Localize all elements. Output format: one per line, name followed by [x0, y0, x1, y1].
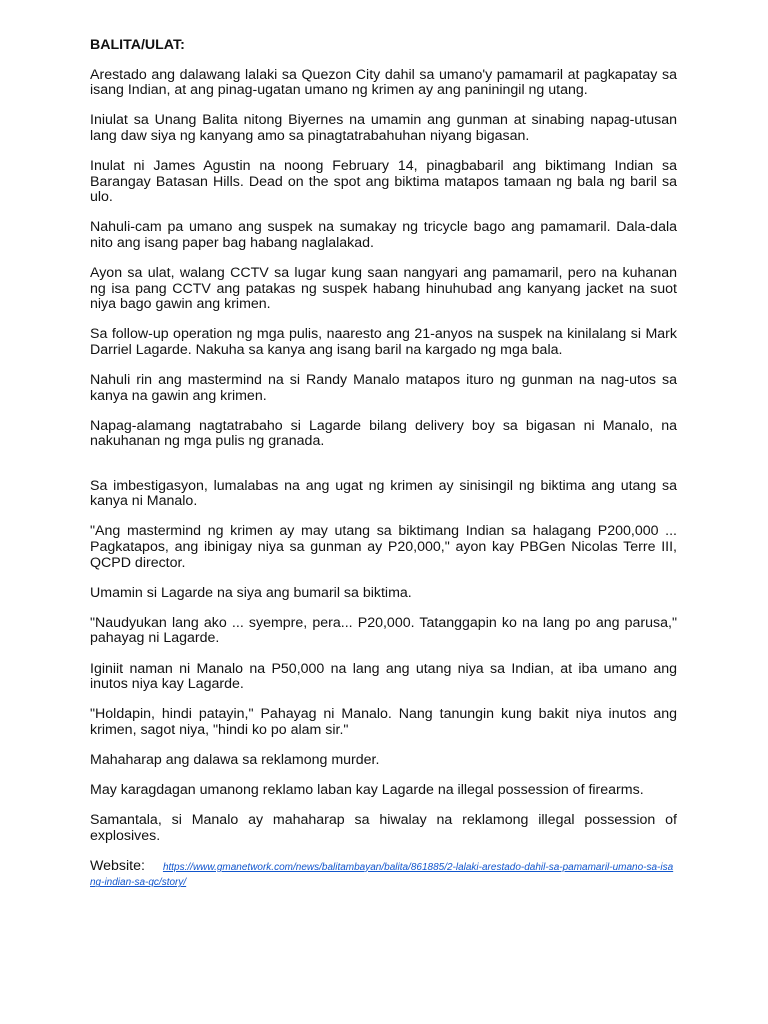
document-heading: BALITA/ULAT:: [90, 37, 185, 53]
paragraph-16: May karagdagan umanong reklamo laban kay Lagarde na illegal possession of firearms.: [90, 782, 644, 798]
website-label: Website:: [90, 857, 145, 874]
paragraph-13: Iginiit naman ni Manalo na P50,000 na lang ang utang niya sa Indian, at iba umano ang inutos niya kay Lagarde.: [90, 660, 677, 693]
paragraph-11: Umamin si Lagarde na siya ang bumaril sa biktima.: [90, 584, 412, 601]
paragraph-1: Arestado ang dalawang lalaki sa Quezon City dahil sa umano'y pamamaril at pagkapatay sa isang Indian, at ang pinag-ugatan umano ng krimen ay ang paniningil ng utang.: [90, 66, 677, 99]
paragraph-14: "Holdapin, hindi patayin," Pahayag ni Manalo. Nang tanungin kung bakit niya inutos ang krimen, sagot niya, "hindi ko po alam sir.": [90, 706, 677, 738]
document-page: [90, 38, 677, 890]
paragraph-12: "Naudyukan lang ako ... syempre, pera... P20,000. Tatanggapin ko na lang po ang parusa," pahayag ni Lagarde.: [90, 614, 677, 647]
paragraph-17: Samantala, si Manalo ay mahaharap sa hiwalay na reklamong illegal possession of explosives.: [90, 812, 677, 844]
paragraph-6: Sa follow-up operation ng mga pulis, naaresto ang 21-anyos na suspek na kinilalang si Mark Darriel Lagarde. Nakuha sa kanya ang isang baril na kargado ng mga bala.: [90, 326, 677, 358]
paragraph-4: Nahuli-cam pa umano ang suspek na sumakay ng tricycle bago ang pamamaril. Dala-dala nito ang isang paper bag habang naglalakad.: [90, 219, 677, 251]
paragraph-7: Nahuli rin ang mastermind na si Randy Manalo matapos ituro ng gunman na nag-utos sa kanya na gawin ang krimen.: [90, 371, 677, 404]
paragraph-15: Mahaharap ang dalawa sa reklamong murder.: [90, 751, 380, 768]
paragraph-3: Inulat ni James Agustin na noong February 14, pinagbabaril ang biktimang Indian sa Barangay Batasan Hills. Dead on the spot ang biktima matapos tamaan ng bala ng baril sa ulo.: [90, 157, 677, 206]
website-source: [90, 859, 677, 890]
website-link[interactable]: https://www.gmanetwork.com/news/balitambayan/balita/861885/2-lalaki-arestado-dahil-sa-pamamaril-umano-sa-isang-indian-sa-qc/story/: [90, 861, 674, 889]
paragraph-9: Sa imbestigasyon, lumalabas na ang ugat ng krimen ay sinisingil ng biktima ang utang sa kanya ni Manalo.: [90, 477, 677, 510]
paragraph-10: "Ang mastermind ng krimen ay may utang sa biktimang Indian sa halagang P200,000 ... Pagkatapos, ang ibinigay niya sa gunman ay P20,000," ayon kay PBGen Nicolas Terre III, QCPD director.: [90, 523, 677, 571]
paragraph-8: Napag-alamang nagtatrabaho si Lagarde bilang delivery boy sa bigasan ni Manalo, na nakuhanan ng mga pulis ng granada.: [90, 417, 677, 450]
paragraph-2: Iniulat sa Unang Balita nitong Biyernes na umamin ang gunman at sinabing napag-utusan lang daw siya ng kanyang amo sa pinagtatrabahuhan niyang bigasan.: [90, 112, 677, 144]
paragraph-5: Ayon sa ulat, walang CCTV sa lugar kung saan nangyari ang pamamaril, pero na kuhanan ng isa pang CCTV ang patakas ng suspek habang hinuhubad ang kanyang jacket na suot niya bago gawin ang krimen.: [90, 264, 677, 313]
